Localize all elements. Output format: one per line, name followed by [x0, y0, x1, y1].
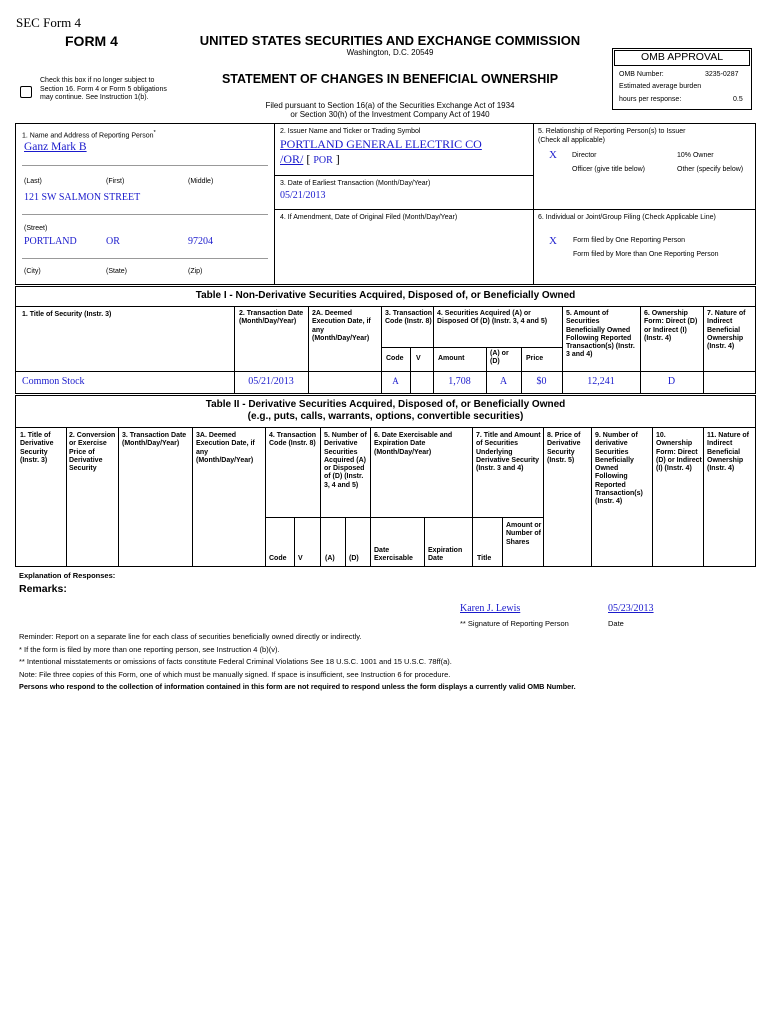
zip-value: 97204	[188, 236, 213, 247]
omb-hours-label: hours per response:	[619, 96, 682, 103]
omb-title: OMB APPROVAL	[640, 51, 724, 63]
t1-row-date: 05/21/2013	[248, 376, 294, 387]
agency-title: UNITED STATES SECURITIES AND EXCHANGE COMMISSION	[199, 33, 581, 48]
table2-subtitle: (e.g., puts, calls, warrants, options, convertible securities)	[247, 411, 524, 422]
last-label: (Last)	[24, 178, 42, 185]
t2-h11: 11. Nature of Indirect Beneficial Ownership (Instr. 4)	[707, 432, 750, 473]
t1-row-owned: 12,241	[587, 376, 615, 387]
omb-number-label: OMB Number:	[619, 71, 664, 78]
t1-sub-amount: Amount	[438, 355, 465, 362]
ticker-symbol: POR	[313, 155, 333, 166]
filed-pursuant-1: Filed pursuant to Section 16(a) of the Securities Exchange Act of 1934	[265, 101, 515, 110]
t2-sub-v: V	[298, 555, 303, 562]
state-label: (State)	[106, 268, 128, 275]
director-mark[interactable]: X	[549, 149, 557, 161]
note-criminal-violations: ** Intentional misstatements or omissions of facts constitute Federal Criminal Violations See 18 U.S.C. 1001 and 15 U.S.C. 78ff(a).	[19, 657, 452, 666]
t2-sub-a: (A)	[325, 555, 335, 562]
checkbox-instruction: Check this box if no longer subject to Section 16. Form 4 or Form 5 obligations may continue. See Instruction 1(b).	[40, 77, 167, 101]
t2-sub-date-exercisable: Date Exercisable	[374, 547, 413, 563]
signature-label: ** Signature of Reporting Person	[460, 619, 569, 628]
t2-h2: 2. Conversion or Exercise Price of Derivative Security	[69, 432, 116, 473]
omb-burden-label: Estimated average burden	[619, 83, 702, 90]
box6-label: 6. Individual or Joint/Group Filing (Check Applicable Line)	[538, 214, 716, 221]
box4-label: 4. If Amendment, Date of Original Filed (Month/Day/Year)	[280, 214, 458, 221]
t2-h3: 3. Transaction Date (Month/Day/Year)	[122, 432, 187, 448]
t2-h5: 5. Number of Derivative Securities Acquired (A) or Disposed of (D) (Instr. 3, 4 and 5)	[324, 432, 367, 489]
one-person-label: Form filed by One Reporting Person	[573, 237, 686, 244]
omb-notice: Persons who respond to the collection of information contained in this form are not required to respond unless the form displays a currently valid OMB Number.	[19, 682, 576, 691]
t1-sub-code: Code	[386, 355, 404, 362]
signature-date[interactable]: 05/23/2013	[608, 603, 654, 614]
t1-h5: 5. Amount of Securities Beneficially Owned Following Reported Transaction(s) (Instr. 3 and 4)	[566, 310, 635, 359]
t2-h4: 4. Transaction Code (Instr. 8)	[269, 432, 317, 448]
t2-h8: 8. Price of Derivative Security (Instr. 5)	[547, 432, 581, 464]
box5-label: 5. Relationship of Reporting Person(s) to Issuer	[538, 128, 686, 135]
t2-h3a: 3A. Deemed Execution Date, if any (Month/Day/Year)	[196, 432, 255, 464]
t1-h3: 3. Transaction Code (Instr. 8)	[385, 310, 433, 326]
t1-row-code: A	[392, 376, 399, 386]
t1-row-ad: A	[499, 376, 508, 387]
t2-h7: 7. Title and Amount of Securities Underlying Derivative Security (Instr. 3 and 4)	[476, 432, 541, 473]
note-multiple-persons: * If the form is filed by more than one reporting person, see Instruction 4 (b)(v).	[19, 645, 280, 654]
signature[interactable]: Karen J. Lewis	[460, 603, 521, 614]
first-label: (First)	[106, 178, 125, 185]
date-label: Date	[608, 619, 624, 628]
director-label: Director	[572, 152, 597, 159]
t1-sub-ad: (A) or (D)	[490, 350, 509, 366]
t1-h2: 2. Transaction Date (Month/Day/Year)	[239, 310, 304, 326]
omb-hours-value: 0.5	[733, 96, 743, 103]
one-person-mark[interactable]: X	[549, 235, 557, 247]
more-persons-label: Form filed by More than One Reporting Person	[573, 251, 719, 258]
t1-row-form: D	[667, 376, 676, 387]
city-value: PORTLAND	[24, 236, 77, 247]
no-longer-subject-checkbox[interactable]	[20, 86, 32, 98]
t1-row-amount: 1,708	[448, 376, 471, 387]
box1-label: 1. Name and Address of Reporting Person*	[22, 130, 156, 140]
agency-city: Washington, D.C. 20549	[346, 48, 434, 57]
zip-label: (Zip)	[188, 268, 203, 275]
t1-h1: 1. Title of Security (Instr. 3)	[22, 311, 112, 318]
form-number: FORM 4	[65, 33, 118, 49]
table1-title: Table I - Non-Derivative Securities Acquired, Disposed of, or Beneficially Owned	[195, 290, 576, 301]
earliest-transaction-date: 05/21/2013	[280, 190, 326, 201]
t2-sub-d: (D)	[349, 555, 359, 562]
remarks-label: Remarks:	[19, 583, 67, 595]
issuer-name[interactable]: PORTLAND GENERAL ELECTRIC CO	[280, 137, 482, 151]
t1-sub-price: Price	[526, 355, 544, 362]
box3-label: 3. Date of Earliest Transaction (Month/Day/Year)	[280, 180, 431, 187]
t2-sub-amount: Amount or Number of Shares	[506, 522, 542, 546]
reminder-note: Reminder: Report on a separate line for each class of securities beneficially owned directly or indirectly.	[19, 632, 362, 641]
t1-h6: 6. Ownership Form: Direct (D) or Indirect (I) (Instr. 4)	[644, 310, 698, 342]
t1-row-title: Common Stock	[22, 376, 85, 387]
t2-h6: 6. Date Exercisable and Expiration Date (Month/Day/Year)	[374, 432, 453, 456]
street-label: (Street)	[24, 225, 48, 232]
t2-sub-expiration: Expiration Date	[428, 547, 463, 563]
box5-sub: (Check all applicable)	[538, 137, 605, 144]
t1-sub-v: V	[416, 355, 421, 362]
t1-row-price: $0	[536, 376, 547, 387]
issuer-name-suffix[interactable]: /OR/	[280, 152, 304, 166]
box2-label: 2. Issuer Name and Ticker or Trading Symbol	[280, 128, 421, 135]
t2-h10: 10. Ownership Form: Direct (D) or Indirect (I) (Instr. 4)	[656, 432, 702, 473]
t1-h2a: 2A. Deemed Execution Date, if any (Month/Day/Year)	[312, 310, 371, 342]
t1-h7: 7. Nature of Indirect Beneficial Ownership (Instr. 4)	[707, 310, 746, 351]
reporting-person-name[interactable]: Ganz Mark B	[24, 141, 87, 153]
note-three-copies: Note: File three copies of this Form, one of which must be manually signed. If space is insufficient, see Instruction 6 for procedure.	[19, 670, 451, 679]
t2-h1: 1. Title of Derivative Security (Instr. 3)	[20, 432, 54, 464]
t2-sub-code: Code	[269, 555, 287, 562]
t1-h4: 4. Securities Acquired (A) or Disposed Of (D) (Instr. 3, 4 and 5)	[437, 310, 548, 326]
street-value: 121 SW SALMON STREET	[24, 192, 141, 203]
state-value: OR	[106, 236, 120, 247]
explanation-label: Explanation of Responses:	[19, 571, 116, 580]
t2-sub-title: Title	[477, 555, 492, 562]
issuer-ticker-line: /OR/ [ POR ]	[280, 152, 340, 166]
officer-label: Officer (give title below)	[572, 166, 646, 173]
table2-title: Table II - Derivative Securities Acquired, Disposed of, or Beneficially Owned	[205, 399, 566, 410]
statement-title: STATEMENT OF CHANGES IN BENEFICIAL OWNERSHIP	[221, 72, 559, 86]
sec-form-label: SEC Form 4	[16, 15, 82, 30]
filed-pursuant-2: or Section 30(h) of the Investment Company Act of 1940	[290, 110, 490, 119]
ten-pct-owner-label: 10% Owner	[677, 152, 714, 159]
t2-h9: 9. Number of derivative Securities Beneficially Owned Following Reported Transaction(s) (Instr. 4)	[595, 432, 643, 506]
other-label: Other (specify below)	[677, 166, 744, 173]
middle-label: (Middle)	[188, 178, 214, 185]
city-label: (City)	[24, 268, 41, 275]
omb-number-value: 3235-0287	[705, 71, 739, 78]
